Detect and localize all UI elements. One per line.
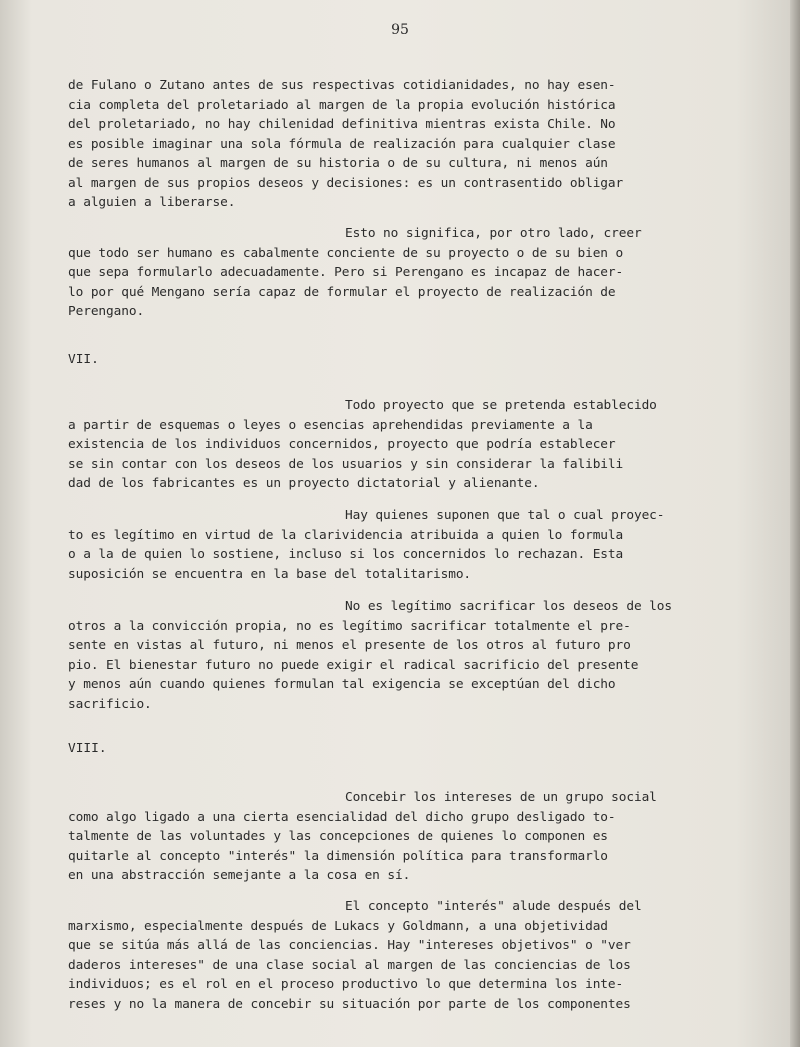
text-line: y menos aún cuando quienes formulan tal exigencia se exceptúan del dicho — [68, 677, 616, 692]
text-line: El concepto "interés" alude después del — [345, 899, 642, 914]
text-line: a partir de esquemas o leyes o esencias aprehendidas previamente a la — [68, 417, 593, 433]
text-line: quitarle al concepto "interés" la dimensión política para transformarlo — [68, 848, 608, 864]
text-line: Hay quienes suponen que tal o cual proyec- — [345, 508, 665, 523]
text-line: No es legítimo sacrificar los deseos de los — [345, 599, 672, 614]
text-line: cia completa del proletariado al margen de la propia evolución histórica — [68, 97, 616, 113]
text-line: de Fulano o Zutano antes de sus respectivas cotidianidades, no hay esen- — [68, 78, 616, 93]
text-line: Todo proyecto que se pretenda establecido — [345, 398, 657, 413]
text-line: daderos intereses" de una clase social al margen de las conciencias de los — [68, 957, 631, 973]
paragraph-2 — [68, 224, 742, 322]
text-line: Esto no significa, por otro lado, creer — [345, 226, 642, 241]
section-heading-viii: VIII. — [68, 741, 107, 756]
paragraph-1 — [68, 76, 742, 213]
text-line: en una abstracción semejante a la cosa en sí. — [68, 868, 411, 883]
text-line: como algo ligado a una cierta esencialidad del dicho grupo desligado to- — [68, 809, 616, 825]
text-line: reses y no la manera de concebir su situación por parte de los componentes — [68, 996, 631, 1012]
text-line: otros a la convicción propia, no es legítimo sacrificar totalmente el pre- — [68, 618, 631, 634]
text-line: dad de los fabricantes es un proyecto dictatorial y alienante. — [68, 476, 540, 491]
text-line: existencia de los individuos concernidos, proyecto que podría establecer — [68, 437, 616, 452]
paragraph-7 — [68, 897, 742, 1014]
text-line: Concebir los intereses de un grupo social — [345, 790, 657, 805]
text-line: que todo ser humano es cabalmente conciente de su proyecto o de su bien o — [68, 245, 624, 261]
text-line: al margen de sus propios deseos y decisiones: es un contrasentido obligar — [68, 175, 624, 191]
text-line: del proletariado, no hay chilenidad definitiva mientras exista Chile. No — [68, 117, 616, 132]
paragraph-5 — [68, 597, 742, 714]
text-line: sente en vistas al futuro, ni menos el presente de los otros al futuro pro — [68, 638, 631, 653]
text-line: suposición se encuentra en la base del totalitarismo. — [68, 566, 472, 582]
paragraph-4 — [68, 506, 742, 584]
section-heading-vii: VII. — [68, 352, 99, 367]
page-number: 95 — [391, 22, 409, 38]
paragraph-3 — [68, 396, 742, 494]
text-line: o a la de quien lo sostiene, incluso si los concernidos lo rechazan. Esta — [68, 547, 624, 562]
text-line: que se sitúa más allá de las conciencias. Hay "intereses objetivos" o "ver — [68, 938, 631, 953]
text-line: sacrificio. — [68, 696, 152, 712]
text-line: pio. El bienestar futuro no puede exigir el radical sacrificio del presente — [68, 657, 639, 673]
page-edge — [790, 0, 800, 1047]
text-line: lo por qué Mengano sería capaz de formular el proyecto de realización de — [68, 284, 616, 300]
text-line: que sepa formularlo adecuadamente. Pero si Perengano es incapaz de hacer- — [68, 265, 624, 280]
text-line: de seres humanos al margen de su historia o de su cultura, ni menos aún — [68, 156, 608, 171]
text-line: Perengano. — [68, 304, 145, 319]
text-line: es posible imaginar una sola fórmula de realización para cualquier clase — [68, 136, 616, 152]
text-line: to es legítimo en virtud de la clarividencia atribuida a quien lo formula — [68, 527, 624, 543]
text-line: talmente de las voluntades y las concepciones de quienes lo componen es — [68, 829, 608, 844]
text-line: a alguien a liberarse. — [68, 195, 236, 210]
text-line: marxismo, especialmente después de Lukacs y Goldmann, a una objetividad — [68, 918, 608, 934]
text-line: individuos; es el rol en el proceso productivo lo que determina los inte- — [68, 977, 624, 992]
text-line: se sin contar con los deseos de los usuarios y sin considerar la falibili — [68, 456, 624, 472]
paragraph-6 — [68, 788, 742, 886]
